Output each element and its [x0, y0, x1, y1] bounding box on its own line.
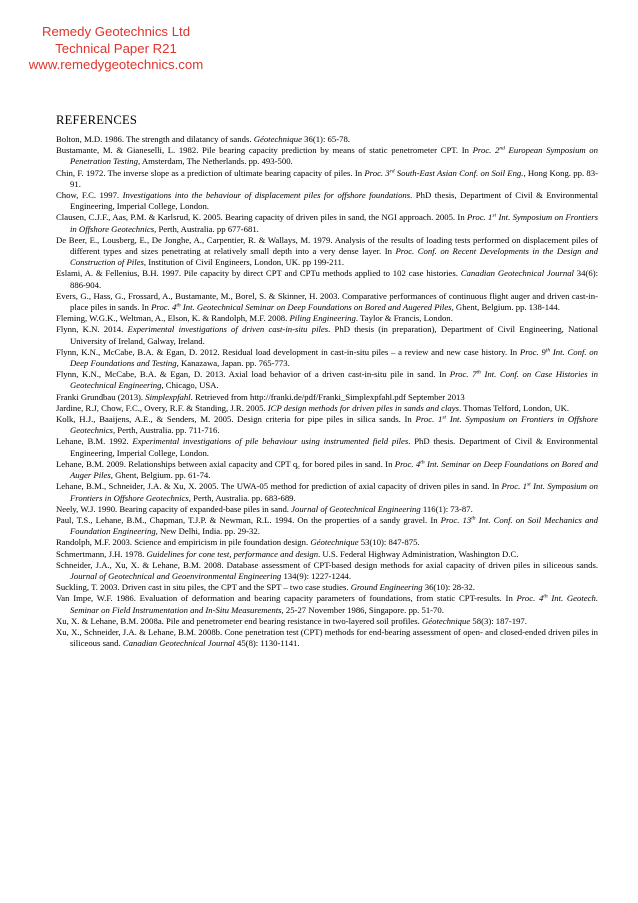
reference-text: , Hong Kong. pp. 83-91. — [70, 167, 598, 189]
reference-text: Géotechnique — [310, 537, 359, 548]
reference-text: . Retrieved from http://franki.de/pdf/Franki_Simplexpfahl.pdf September 2013 — [190, 391, 465, 402]
reference-text: Kolk, H.J., Baaijens, A.E., & Senders, M. 2005. Design criteria for pipe piles in silica sands. In — [56, 414, 416, 425]
reference-text: Eslami, A. & Fellenius, B.H. 1997. Pile capacity by direct CPT and CPTu methods applied to 102 case histories. — [56, 268, 461, 279]
reference-text: , Institution of Civil Engineers, London, UK. pp 199-211. — [143, 257, 345, 268]
reference-text: De Beer, E., Lousberg, E., De Jonghe, A., Carpentier, R. & Wallays, M. 1979. Analysis of the results of loading tests performed on displacement piles of different types and sizes penetrating at relatively small depth into a very dense layer. In — [56, 234, 598, 257]
reference-text: Proc. 1 — [415, 414, 443, 425]
reference-text: Canadian Geotechnical Journal — [122, 638, 235, 649]
reference-text: Investigations into the behaviour of displacement piles for offshore foundations — [122, 190, 411, 201]
reference-text: Proc. 7 — [449, 369, 477, 380]
reference-entry — [56, 459, 598, 481]
reference-entry — [56, 582, 598, 593]
reference-text: Piling Engineering — [289, 313, 356, 324]
reference-text: Experimental investigations of pile behaviour using instrumented field piles — [132, 436, 409, 447]
reference-entry — [56, 134, 598, 145]
reference-text: nd — [499, 145, 505, 152]
reference-text: Journal of Geotechnical and Geoenvironmental Engineering — [70, 570, 282, 581]
company-website: www.remedygeotechnics.com — [28, 57, 204, 72]
reference-entry — [56, 324, 598, 346]
reference-text: , New Delhi, India. pp. 29-32. — [155, 526, 260, 537]
reference-text: Int. Symposium on Frontiers in Offshore Geotechnics — [70, 481, 598, 503]
reference-entry — [56, 616, 598, 627]
reference-text: , 25-27 November 1986, Singapore. pp. 51-70. — [281, 604, 444, 615]
reference-text: Int. Geotech. Seminar on Field Instrumentation and In-Situ Measurements — [70, 593, 598, 615]
reference-entry — [56, 560, 598, 582]
reference-text: Géotechnique — [421, 615, 471, 626]
reference-text: . Taylor & Francis, London. — [355, 313, 453, 324]
reference-entry — [56, 235, 598, 269]
reference-text: Schmertmann, J.H. 1978. — [56, 548, 147, 559]
reference-list — [56, 134, 598, 649]
reference-entry — [56, 403, 598, 414]
reference-text: Proc. 4 — [394, 458, 421, 469]
reference-text: 116(1): 73-87. — [420, 503, 473, 514]
reference-entry — [56, 291, 598, 313]
reference-text: Int. Seminar on Deep Foundations on Bored and Auger Piles — [70, 458, 598, 481]
reference-text: rd — [389, 168, 395, 175]
reference-entry — [56, 313, 598, 324]
reference-text: Ground Engineering — [350, 582, 423, 593]
reference-text: Evers, G., Hass, G., Frossard, A., Bustamante, M., Borel, S. & Skinner, H. 2003. Comparative performances of continuous flight auger and driven cast-in-place piles in sands. In — [56, 290, 598, 313]
reference-text: Bolton, M.D. 1986. The strength and dilatancy of sands. — [56, 134, 254, 144]
reference-text: Fleming, W.G.K., Weltman, A., Elson, K. & Randolph, M.F. 2008. — [56, 313, 290, 324]
reference-text: 36(1): 65-78. — [301, 134, 350, 144]
reference-text: Suckling, T. 2003. Driven cast in situ piles, the CPT and the SPT – two case studies. — [56, 582, 351, 593]
reference-text: , Ghent, Belgium. pp. 138-144. — [451, 302, 560, 313]
reference-text: Int. Conf. on Case Histories in Geotechnical Engineering — [70, 369, 598, 391]
reference-text: Flynn, K.N. 2014. — [56, 324, 128, 335]
reference-entry — [56, 515, 598, 537]
reference-text: Paul, T.S., Lehane, B.M., Chapman, T.J.P. & Newman, R.L. 1994. On the properties of a sandy gravel. In — [56, 514, 441, 525]
reference-text: Xu, X., Schneider, J.A. & Lehane, B.M. 2008b. Cone penetration test (CPT) methods for end-bearing assessment of open- and closed-ended driven piles in siliceous sand. — [56, 626, 598, 649]
reference-entry — [56, 436, 598, 458]
reference-entry — [56, 481, 598, 503]
reference-text: 45(8): 1130-1141. — [234, 638, 300, 649]
reference-entry — [56, 549, 598, 560]
reference-text: Proc. 4 — [516, 593, 544, 604]
reference-text: 36(10): 28-32. — [422, 582, 475, 593]
reference-text: st — [442, 414, 447, 421]
reference-text: 34(6): 886-904. — [70, 268, 598, 290]
reference-text: Géotechnique — [253, 134, 302, 144]
reference-text: Proc. 9 — [519, 346, 546, 357]
reference-text: Flynn, K.N., McCabe, B.A. & Egan, D. 2013. Axial load behavior of a driven cast-in-situ pile in sand. In — [56, 369, 450, 380]
reference-text: Proc. 13 — [440, 514, 472, 525]
reference-text: for bored piles in sand. In — [299, 458, 395, 469]
company-name: Remedy Geotechnics Ltd — [41, 24, 191, 39]
reference-entry — [56, 504, 598, 515]
reference-text: Proc. 1 — [501, 481, 527, 492]
reference-entry — [56, 168, 598, 190]
reference-text: Neely, W.J. 1990. Bearing capacity of expanded-base piles in sand. — [56, 503, 292, 514]
reference-text: th — [543, 593, 548, 600]
reference-text: . PhD thesis (in preparation), Department of Civil Engineering, National University of Ireland, Galway, Ireland. — [70, 324, 598, 346]
reference-text: 134(9): 1227-1244. — [281, 570, 351, 581]
reference-text: th — [545, 347, 551, 354]
paper-number: Technical Paper R21 — [55, 40, 177, 56]
reference-entry — [56, 347, 598, 369]
reference-text: Van Impe, W.F. 1986. Evaluation of deformation and bearing capacity parameters of foundations, from static CPT-results. In — [56, 593, 517, 604]
reference-text: Int. Symposium on Frontiers in Offshore Geotechnics — [70, 414, 598, 436]
reference-text: st — [492, 212, 497, 219]
reference-text: Lehane, B.M. 2009. Relationships between axial capacity and CPT q — [56, 458, 298, 469]
reference-text: South-East Asian Conf. on Soil Eng. — [394, 167, 524, 178]
reference-text: Int. Geotechnical Seminar on Deep Foundations on Bored and Augered Piles — [180, 302, 452, 313]
reference-entry — [56, 414, 598, 436]
reference-entry — [56, 268, 598, 290]
reference-text: Proc. 2 — [472, 145, 500, 156]
reference-text: st — [527, 481, 531, 488]
reference-text: Canadian Geotechnical Journal — [460, 268, 574, 279]
reference-text: , Perth, Australia. pp 677-681. — [154, 223, 259, 234]
reference-text: th — [176, 302, 181, 309]
reference-text: Int. Symposium on Frontiers in Offshore Geotechnics — [70, 212, 598, 234]
reference-entry — [56, 190, 598, 212]
reference-text: Clausen, C.J.F., Aas, P.M. & Karlsrud, K. 2005. Bearing capacity of driven piles in sand, the NGI approach. 2005. In — [56, 212, 467, 223]
reference-text: Flynn, K.N., McCabe, B.A. & Egan, D. 2012. Residual load development in cast-in-situ piles – a review and new case history. In — [56, 346, 520, 357]
reference-text: Lehane, B.M. 1992. — [56, 436, 133, 447]
references-heading: REFERENCES — [56, 113, 138, 127]
reference-text: , Kanazawa, Japan. pp. 765-773. — [176, 358, 290, 369]
reference-text: . PhD thesis. Department of Civil & Environmental Engineering, Imperial College, London. — [70, 436, 598, 458]
reference-text: Proc. 4 — [151, 302, 177, 313]
reference-text: , Chicago, USA. — [161, 380, 219, 391]
reference-text: 53(10): 847-875. — [358, 537, 420, 548]
reference-entry — [56, 369, 598, 391]
reference-text: Proc. 1 — [466, 212, 493, 223]
reference-text: Xu, X. & Lehane, B.M. 2008a. Pile and penetrometer end bearing resistance in two-layered soil profiles. — [56, 615, 422, 626]
reference-text: , Perth, Australia. pp. 711-716. — [112, 425, 220, 436]
reference-entry — [56, 392, 598, 403]
reference-text: th — [476, 369, 481, 376]
reference-text: Schneider, J.A., Xu, X. & Lehane, B.M. 2008. Database assessment of CPT-based design methods for axial capacity of driven piles in siliceous sands. — [56, 559, 598, 570]
reference-text: Experimental investigations of driven cast-in-situ piles — [127, 324, 329, 335]
reference-text: , Perth, Australia. pp. 683-689. — [188, 492, 296, 503]
reference-text: Int. Conf. on Deep Foundations and Testing — [70, 346, 598, 369]
reference-entry — [56, 627, 598, 649]
reference-text: Lehane, B.M., Schneider, J.A. & Xu, X. 2005. The UWA-05 method for prediction of axial capacity of driven piles in sand. In — [56, 481, 502, 492]
reference-text: c — [297, 464, 300, 471]
reference-text: Simplexpfahl — [145, 391, 191, 402]
reference-text: , Amsterdam, The Netherlands. pp. 493-500. — [137, 156, 293, 167]
reference-text: European Symposium on Penetration Testing — [70, 145, 598, 167]
reference-text: Franki Grundbau (2013). — [56, 391, 146, 402]
reference-entry — [56, 537, 598, 548]
reference-text: Chin, F. 1972. The inverse slope as a prediction of ultimate bearing capacity of piles. In — [56, 167, 365, 178]
reference-text: . PhD thesis, Department of Civil & Environmental Engineering, Imperial College, London. — [70, 190, 599, 212]
reference-text: 58(3): 187-197. — [470, 615, 527, 626]
reference-text: Guidelines for cone test, performance and design — [146, 548, 319, 559]
reference-text: Proc. 3 — [364, 167, 390, 178]
paper-header — [0, 24, 232, 74]
reference-text: . U.S. Federal Highway Administration, Washington D.C. — [318, 548, 519, 559]
reference-entry — [56, 212, 598, 234]
reference-text: th — [471, 515, 476, 522]
reference-entry — [56, 593, 598, 615]
reference-entry — [56, 145, 598, 167]
reference-text: Randolph, M.F. 2003. Science and empiricism in pile foundation design. — [56, 537, 311, 548]
reference-text: Jardine, R.J, Chow, F.C., Overy, R.F. & Standing, J.R. 2005. — [56, 402, 268, 413]
reference-text: Journal of Geotechnical Engineering — [291, 503, 421, 514]
reference-text: , Ghent, Belgium. pp. 61-74. — [110, 470, 211, 481]
reference-text: Int. Conf. on Soil Mechanics and Foundation Engineering — [70, 514, 598, 537]
reference-text: . Thomas Telford, London, UK. — [458, 402, 570, 413]
reference-text: ICP design methods for driven piles in sands and clays — [267, 402, 459, 413]
reference-text: Bustamante, M. & Gianeselli, L. 1982. Pile bearing capacity prediction by means of static penetrometer CPT. In — [56, 145, 473, 156]
reference-text: th — [420, 459, 425, 466]
reference-text: Proc. Conf. on Recent Developments in the Design and Construction of Piles — [70, 246, 598, 268]
reference-text: Chow, F.C. 1997. — [56, 190, 123, 201]
